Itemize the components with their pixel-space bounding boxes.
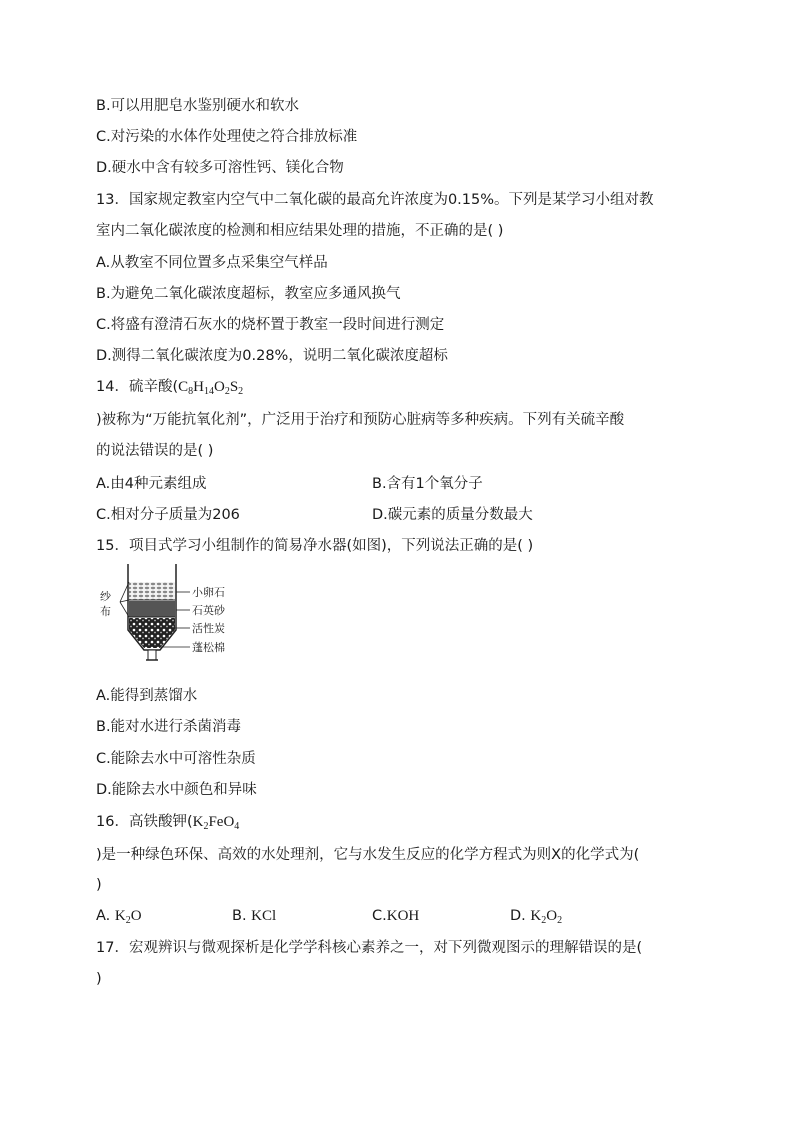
q13-option-b: B.为避免二氧化碳浓度超标，教室应多通风换气 [96,286,401,302]
q15-stem: 15．项目式学习小组制作的简易净水器(如图)，下列说法正确的是( ) [96,538,534,554]
q12-option-b: B.可以用肥皂水鉴别硬水和软水 [96,98,300,114]
q15-option-a: A.能得到蒸馏水 [96,688,198,704]
q14-option-d: D.碳元素的质量分数最大 [372,507,533,523]
q14-formula: $C_8H_{14}O_2S_2$ [178,379,244,397]
gauze-label-1: 纱 [100,590,111,603]
q16-stem-line2: )是一种绿色环保、高效的水处理剂，它与水发生反应的化学方程式为则X的化学式为( [96,847,640,863]
gauze-label-2: 布 [100,605,111,618]
q15-option-b: B.能对水进行杀菌消毒 [96,719,242,735]
q17-stem-line2: ) [96,971,102,987]
q16-formula: $K_2FeO_4$ [192,814,240,832]
q15-option-c: C.能除去水中可溶性杂质 [96,751,256,767]
q16-option-c: C.KOH [372,908,420,924]
q16-option-d: D. $K_2O_2$ [510,908,563,926]
q13-option-c: C.将盛有澄清石灰水的烧杯置于教室一段时间进行测定 [96,317,445,333]
pebble-layer [129,582,175,600]
layer-label-carbon: 活性炭 [192,622,225,635]
q14-stem-line1 [96,377,243,397]
layer-label-pebbles: 小卵石 [192,586,225,599]
layer-label-cotton: 蓬松棉 [192,641,225,654]
water-filter-figure [96,562,236,672]
q14-stem-prefix: 14．硫辛酸( [96,379,179,395]
q12-option-d: D.硬水中含有较多可溶性钙、镁化合物 [96,160,344,176]
q14-option-c: C.相对分子质量为206 [96,507,240,523]
q16-stem-line3: ) [96,877,102,893]
q15-option-d: D.能除去水中颜色和异味 [96,782,257,798]
q16-option-a: A. $K_2O$ [96,908,142,926]
q13-option-d: D.测得二氧化碳浓度为0.28%，说明二氧化碳浓度超标 [96,348,448,364]
activated-carbon-layer [129,618,175,648]
q14-stem-line2: )被称为“万能抗氧化剂”，广泛用于治疗和预防心脏病等多种疾病。下列有关硫辛酸 [96,412,625,428]
outlet-tube [148,650,156,660]
q17-stem-line1: 17．宏观辨识与微观探析是化学学科核心素养之一，对下列微观图示的理解错误的是( [96,940,643,956]
q14-stem-line3: 的说法错误的是( ) [96,443,214,459]
layer-label-quartz: 石英砂 [192,604,225,617]
q14-option-a: A.由4种元素组成 [96,476,207,492]
q13-stem-line2: 室内二氧化碳浓度的检测和相应结果处理的措施，不正确的是( ) [96,223,504,239]
q16-option-b: B. KCl [232,908,277,924]
q16-stem-prefix: 16．高铁酸钾( [96,814,193,830]
q12-option-c: C.对污染的水体作处理使之符合排放标准 [96,129,358,145]
q16-stem-line1 [96,812,239,832]
quartz-sand-layer [129,601,175,617]
q13-stem-line1: 13．国家规定教室内空气中二氧化碳的最高允许浓度为0.15%。下列是某学习小组对教 [96,192,654,208]
q14-option-b: B.含有1个氧分子 [372,476,483,492]
q13-option-a: A.从教室不同位置多点采集空气样品 [96,255,328,271]
